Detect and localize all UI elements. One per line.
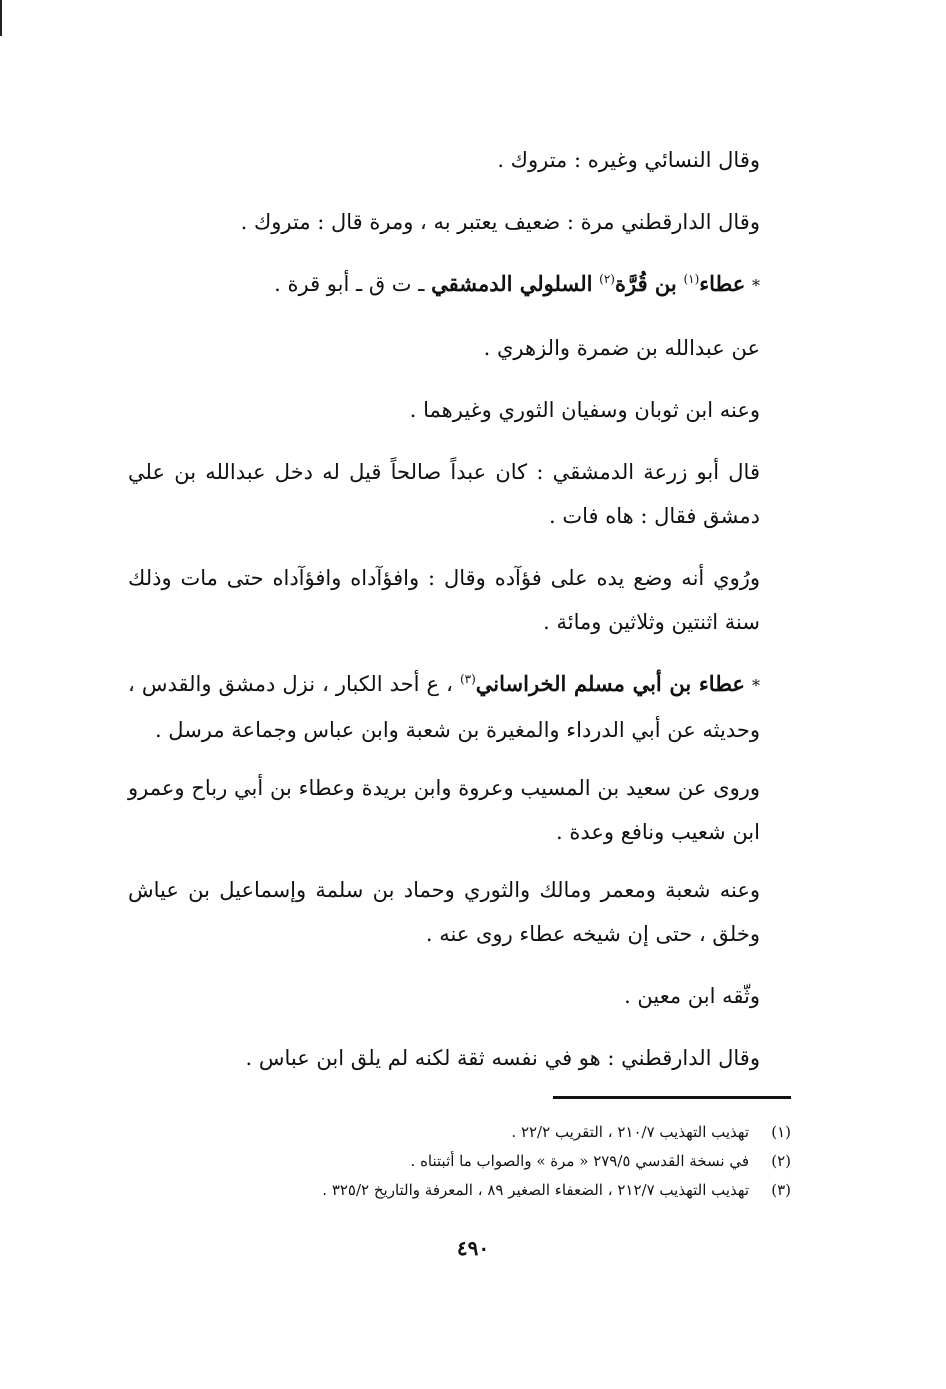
footnote-separator [553,1096,791,1099]
paragraph-1: وقال النسائي وغيره : متروك . [497,148,760,172]
paragraph-10: وعنه شعبة ومعمر ومالك والثوري وحماد بن سلمة وإسماعيل بن عياش وخلق ، حتى إن شيخه عطاء روى عنه . [128,878,760,946]
page-number: ٤٩٠ [456,1236,490,1260]
footnote-ref-1[interactable]: (١) [683,272,700,286]
entry-heading-ata-al-khurasani [128,662,795,752]
footnote-text: تهذيب التهذيب ٢١٢/٧ ، الضعفاء الصغير ٨٩ ، المعرفة والتاريخ ٣٢٥/٢ . [322,1181,749,1199]
footnote-ref-2[interactable]: (٢) [599,272,615,286]
entry-name-part-3: السلولي الدمشقي [431,271,593,296]
entry-heading-ata-ibn-qurra [128,262,795,308]
paragraph-5: وعنه ابن ثوبان وسفيان الثوري وغيرهما . [409,398,760,422]
paragraph-12: وقال الدارقطني : هو في نفسه ثقة لكنه لم يلق ابن عباس . [245,1046,760,1070]
entry-name-part-2: بن قُرَّة [614,271,677,296]
paragraph-9: وروى عن سعيد بن المسيب وعروة وابن بريدة وعطاء بن أبي رباح وعمرو ابن شعيب ونافع وعدة . [128,776,760,844]
paragraph-11: وثّقه ابن معين . [624,984,760,1008]
footnote-text: تهذيب التهذيب ٢١٠/٧ ، التقريب ٢٢/٢ . [511,1123,749,1141]
footnote-1 [191,1118,791,1147]
footnote-number: (٣) [771,1181,791,1199]
entry-star-marker: * [752,276,760,295]
footnote-number: (١) [771,1123,791,1141]
footnote-3 [191,1176,791,1205]
paragraph-2: وقال الدارقطني مرة : ضعيف يعتبر به ، ومرة قال : متروك . [240,210,760,234]
entry-star-marker: * [752,676,760,695]
paragraph-7: ورُوي أنه وضع يده على فؤآده وقال : وافؤآداه وافؤآداه حتى مات وذلك سنة اثنتين وثلاثين ومائة . [128,566,760,634]
entry-heading-rest: ، ع أحد الكبار ، نزل دمشق والقدس ، وحديثه عن أبي الدرداء والمغيرة بن شعبة وابن عباس وجماعة مرسل . [128,672,760,742]
entry-name-part-1: عطاء [699,271,746,296]
entry-name: عطاء بن أبي مسلم الخراساني [475,671,745,696]
paragraph-4: عن عبدالله بن ضمرة والزهري . [483,336,760,360]
page-body [128,138,795,1080]
footnote-text: في نسخة القدسي ٢٧٩/٥ « مرة » والصواب ما أثبتناه . [410,1152,749,1170]
paragraph-6: قال أبو زرعة الدمشقي : كان عبداً صالحاً قيل له دخل عبدالله بن علي دمشق فقال : هاه فات . [128,460,760,528]
footnote-number: (٢) [771,1152,791,1170]
footnotes [191,1118,791,1205]
entry-heading-rest: ـ ت ق ـ أبو قرة . [274,272,425,296]
footnote-ref-3[interactable]: (٣) [459,672,476,686]
scan-edge-mark [0,0,2,36]
footnote-2 [191,1147,791,1176]
